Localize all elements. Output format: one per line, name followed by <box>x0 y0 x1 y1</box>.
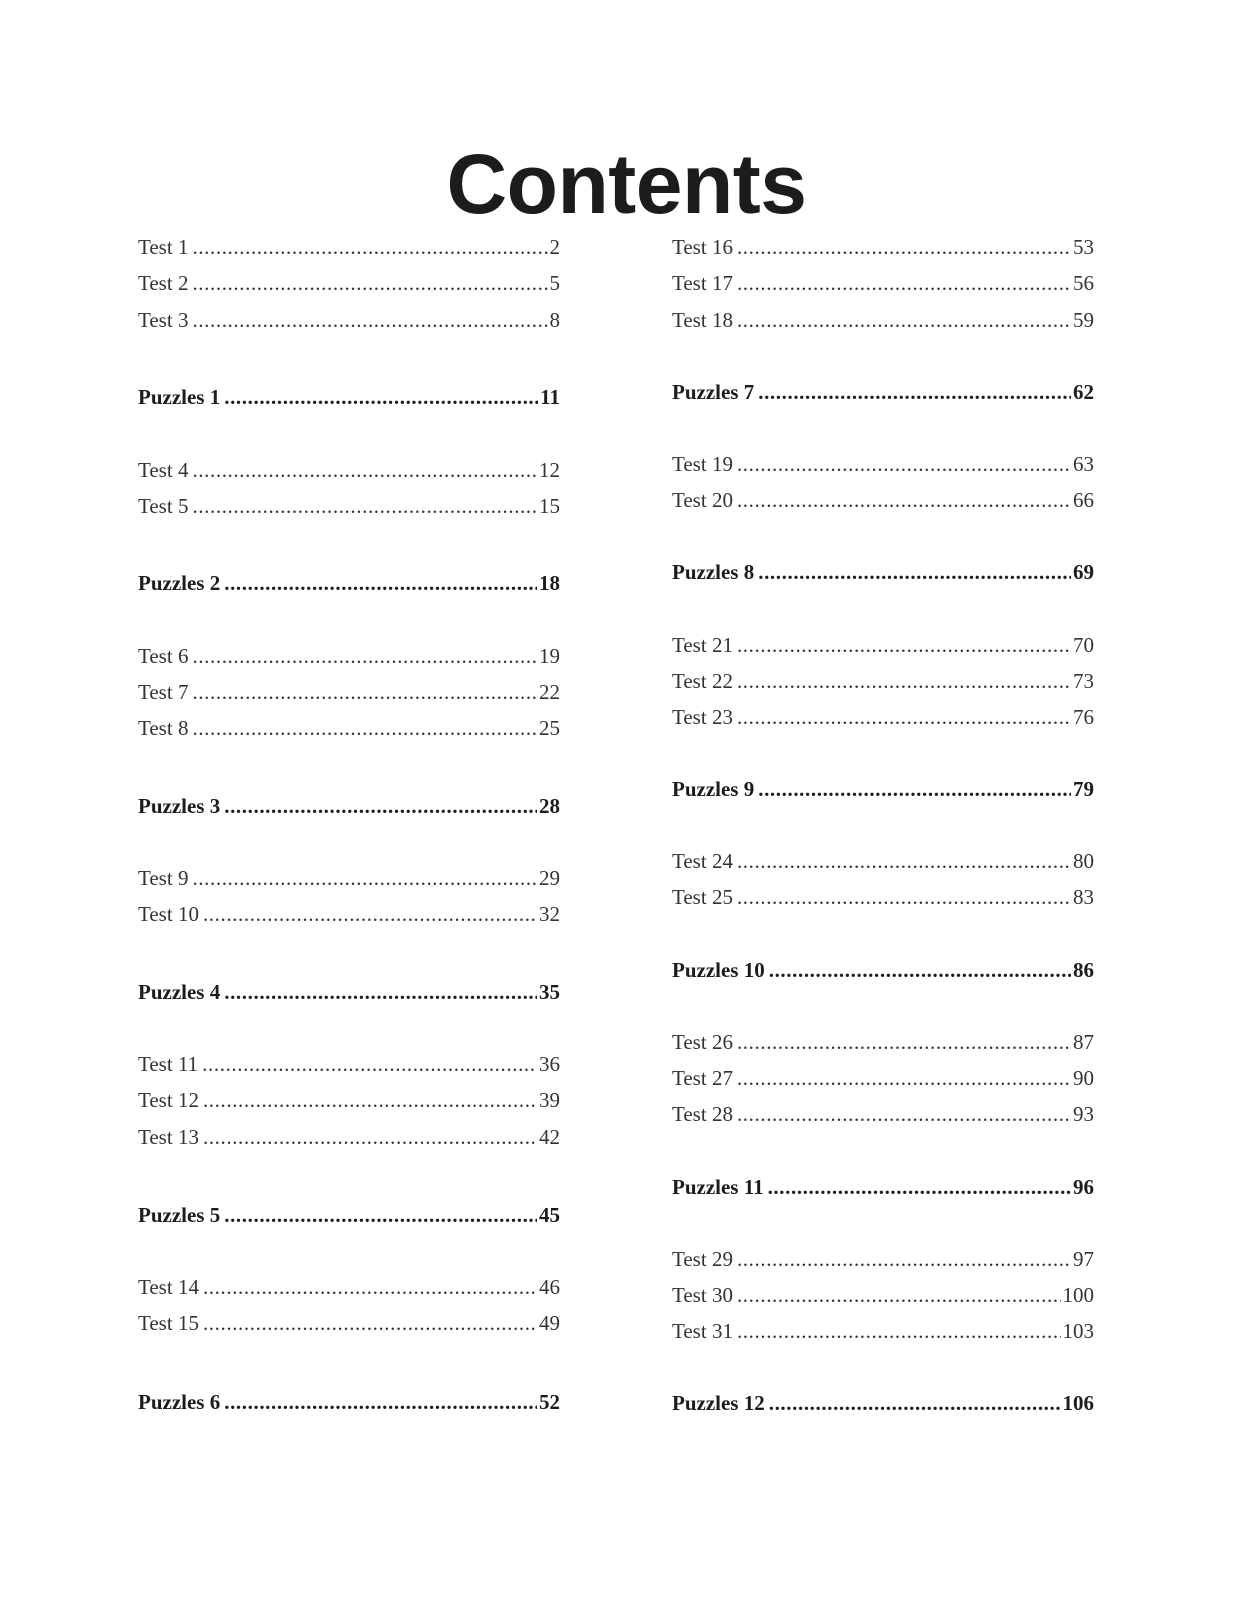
toc-entry-label: Puzzles 11 <box>672 1175 764 1199</box>
toc-entry-page-number: 69 <box>1073 560 1094 584</box>
toc-entry-page-number: 36 <box>539 1052 560 1076</box>
toc-entry-label: Test 21 <box>672 633 733 657</box>
toc-entry-label: Test 28 <box>672 1102 733 1126</box>
toc-entry-test <box>138 455 560 485</box>
toc-entry-page-number: 32 <box>539 902 560 926</box>
toc-entry-page-number: 103 <box>1062 1319 1094 1343</box>
toc-leader-dots <box>192 455 537 485</box>
toc-entry-test <box>138 1308 560 1338</box>
toc-entry-test <box>672 1316 1094 1346</box>
toc-entry-test <box>138 713 560 743</box>
toc-entry-page-number: 5 <box>549 271 560 295</box>
toc-leader-dots <box>737 1316 1061 1346</box>
toc-entry-page-number: 76 <box>1073 705 1094 729</box>
toc-entry-label: Puzzles 1 <box>138 385 221 409</box>
toc-entry-test <box>138 863 560 893</box>
toc-entry-test <box>138 491 560 521</box>
toc-entry-test <box>138 1272 560 1302</box>
toc-entry-puzzles <box>138 568 560 598</box>
toc-leader-dots <box>737 1027 1071 1057</box>
toc-leader-dots <box>737 305 1071 335</box>
toc-entry-page-number: 49 <box>539 1311 560 1335</box>
toc-entry-page-number: 97 <box>1073 1247 1094 1271</box>
toc-entry-page-number: 52 <box>539 1390 560 1414</box>
toc-entry-page-number: 106 <box>1062 1391 1094 1415</box>
toc-leader-dots <box>224 977 537 1007</box>
toc-entry-label: Puzzles 5 <box>138 1203 221 1227</box>
toc-leader-dots <box>737 702 1071 732</box>
toc-entry-label: Test 27 <box>672 1066 733 1090</box>
toc-entry-label: Test 31 <box>672 1319 733 1343</box>
toc-entry-test <box>672 268 1094 298</box>
toc-entry-test <box>672 1027 1094 1057</box>
toc-entry-label: Test 24 <box>672 849 733 873</box>
toc-entry-label: Test 12 <box>138 1088 199 1112</box>
toc-entry-page-number: 42 <box>539 1125 560 1149</box>
toc-leader-dots <box>203 899 537 929</box>
toc-entry-label: Test 16 <box>672 235 733 259</box>
toc-entry-test <box>672 1063 1094 1093</box>
toc-entry-page-number: 46 <box>539 1275 560 1299</box>
toc-entry-label: Test 17 <box>672 271 733 295</box>
toc-entry-puzzles <box>672 557 1094 587</box>
toc-leader-dots <box>758 774 1071 804</box>
toc-leader-dots <box>737 1244 1071 1274</box>
toc-entry-page-number: 70 <box>1073 633 1094 657</box>
toc-leader-dots <box>192 713 537 743</box>
toc-entry-page-number: 25 <box>539 716 560 740</box>
toc-leader-dots <box>224 1200 537 1230</box>
toc-entry-test <box>138 899 560 929</box>
toc-leader-dots <box>202 1049 537 1079</box>
toc-entry-page-number: 18 <box>539 571 560 595</box>
toc-entry-label: Test 26 <box>672 1030 733 1054</box>
toc-entry-test <box>672 846 1094 876</box>
toc-entry-test <box>138 1122 560 1152</box>
toc-leader-dots <box>192 641 537 671</box>
toc-entry-label: Test 9 <box>138 866 189 890</box>
toc-leader-dots <box>737 630 1071 660</box>
toc-entry-page-number: 80 <box>1073 849 1094 873</box>
toc-entry-test <box>672 630 1094 660</box>
toc-entry-page-number: 87 <box>1073 1030 1094 1054</box>
toc-entry-label: Test 30 <box>672 1283 733 1307</box>
toc-entry-label: Test 7 <box>138 680 189 704</box>
toc-entry-test <box>138 677 560 707</box>
toc-entry-label: Test 14 <box>138 1275 199 1299</box>
toc-entry-test <box>138 1049 560 1079</box>
toc-entry-page-number: 35 <box>539 980 560 1004</box>
toc-entry-page-number: 22 <box>539 680 560 704</box>
toc-entry-label: Test 29 <box>672 1247 733 1271</box>
toc-entry-puzzles <box>672 774 1094 804</box>
toc-leader-dots <box>224 1387 537 1417</box>
toc-leader-dots <box>192 305 547 335</box>
toc-entry-page-number: 8 <box>549 308 560 332</box>
toc-entry-page-number: 15 <box>539 494 560 518</box>
toc-entry-page-number: 12 <box>539 458 560 482</box>
toc-leader-dots <box>769 1388 1061 1418</box>
toc-leader-dots <box>737 268 1071 298</box>
toc-entry-page-number: 2 <box>549 235 560 259</box>
toc-entry-test <box>138 1085 560 1115</box>
toc-entry-test <box>138 305 560 335</box>
toc-entry-label: Test 25 <box>672 885 733 909</box>
toc-leader-dots <box>737 1099 1071 1129</box>
toc-entry-page-number: 11 <box>540 385 560 409</box>
toc-leader-dots <box>192 677 537 707</box>
toc-entry-puzzles <box>138 382 560 412</box>
toc-entry-page-number: 73 <box>1073 669 1094 693</box>
toc-entry-test <box>138 268 560 298</box>
toc-entry-page-number: 86 <box>1073 958 1094 982</box>
toc-leader-dots <box>737 232 1071 262</box>
toc-leader-dots <box>192 232 547 262</box>
toc-entry-label: Puzzles 9 <box>672 777 755 801</box>
toc-entry-test <box>672 1280 1094 1310</box>
toc-leader-dots <box>737 449 1071 479</box>
toc-entry-label: Puzzles 7 <box>672 380 755 404</box>
toc-entry-puzzles <box>138 1200 560 1230</box>
toc-leader-dots <box>192 863 537 893</box>
toc-entry-puzzles <box>138 791 560 821</box>
toc-entry-page-number: 90 <box>1073 1066 1094 1090</box>
toc-entry-label: Test 23 <box>672 705 733 729</box>
toc-entry-page-number: 45 <box>539 1203 560 1227</box>
toc-entry-page-number: 66 <box>1073 488 1094 512</box>
toc-leader-dots <box>768 1172 1071 1202</box>
toc-entry-label: Test 6 <box>138 644 189 668</box>
toc-entry-page-number: 28 <box>539 794 560 818</box>
toc-entry-test <box>672 305 1094 335</box>
toc-entry-label: Test 8 <box>138 716 189 740</box>
toc-leader-dots <box>758 557 1071 587</box>
toc-leader-dots <box>203 1308 537 1338</box>
toc-entry-label: Puzzles 8 <box>672 560 755 584</box>
toc-entry-page-number: 63 <box>1073 452 1094 476</box>
toc-entry-page-number: 79 <box>1073 777 1094 801</box>
toc-entry-label: Test 22 <box>672 669 733 693</box>
toc-leader-dots <box>203 1085 537 1115</box>
toc-entry-label: Puzzles 3 <box>138 794 221 818</box>
toc-leader-dots <box>203 1272 537 1302</box>
toc-leader-dots <box>737 666 1071 696</box>
toc-entry-puzzles <box>672 955 1094 985</box>
toc-entry-label: Test 3 <box>138 308 189 332</box>
toc-leader-dots <box>737 882 1071 912</box>
toc-entry-puzzles <box>672 1172 1094 1202</box>
toc-entry-page-number: 96 <box>1073 1175 1094 1199</box>
toc-entry-label: Test 1 <box>138 235 189 259</box>
toc-entry-page-number: 39 <box>539 1088 560 1112</box>
toc-entry-label: Test 19 <box>672 452 733 476</box>
toc-entry-page-number: 53 <box>1073 235 1094 259</box>
toc-entry-label: Test 10 <box>138 902 199 926</box>
toc-entry-label: Puzzles 6 <box>138 1390 221 1414</box>
toc-leader-dots <box>224 568 537 598</box>
toc-entry-label: Test 20 <box>672 488 733 512</box>
toc-entry-label: Test 5 <box>138 494 189 518</box>
toc-leader-dots <box>224 791 537 821</box>
toc-entry-test <box>672 666 1094 696</box>
toc-entry-label: Test 15 <box>138 1311 199 1335</box>
toc-entry-test <box>138 641 560 671</box>
toc-entry-page-number: 100 <box>1062 1283 1094 1307</box>
toc-entry-puzzles <box>138 977 560 1007</box>
toc-entry-puzzles <box>672 1388 1094 1418</box>
toc-entry-test <box>672 1099 1094 1129</box>
toc-entry-page-number: 62 <box>1073 380 1094 404</box>
toc-leader-dots <box>737 485 1071 515</box>
toc-entry-test <box>138 232 560 262</box>
toc-entry-page-number: 19 <box>539 644 560 668</box>
toc-leader-dots <box>192 268 547 298</box>
toc-leader-dots <box>737 1280 1061 1310</box>
toc-entry-test <box>672 702 1094 732</box>
toc-entry-label: Test 18 <box>672 308 733 332</box>
toc-entry-page-number: 93 <box>1073 1102 1094 1126</box>
toc-entry-label: Puzzles 4 <box>138 980 221 1004</box>
toc-leader-dots <box>769 955 1071 985</box>
toc-entry-label: Test 11 <box>138 1052 199 1076</box>
toc-entry-puzzles <box>672 377 1094 407</box>
toc-entry-label: Test 4 <box>138 458 189 482</box>
toc-entry-test <box>672 232 1094 262</box>
toc-entry-test <box>672 485 1094 515</box>
toc-entry-test <box>672 1244 1094 1274</box>
toc-leader-dots <box>192 491 537 521</box>
toc-entry-page-number: 29 <box>539 866 560 890</box>
toc-entry-page-number: 59 <box>1073 308 1094 332</box>
toc-leader-dots <box>203 1122 537 1152</box>
toc-leader-dots <box>224 382 538 412</box>
toc-entry-test <box>672 882 1094 912</box>
toc-leader-dots <box>758 377 1071 407</box>
page-title: Contents <box>446 137 807 232</box>
toc-entry-label: Test 13 <box>138 1125 199 1149</box>
toc-entry-page-number: 56 <box>1073 271 1094 295</box>
toc-entry-label: Test 2 <box>138 271 189 295</box>
toc-entry-puzzles <box>138 1387 560 1417</box>
toc-entry-label: Puzzles 12 <box>672 1391 765 1415</box>
toc-entry-label: Puzzles 10 <box>672 958 765 982</box>
toc-entry-label: Puzzles 2 <box>138 571 221 595</box>
toc-leader-dots <box>737 1063 1071 1093</box>
toc-leader-dots <box>737 846 1071 876</box>
toc-entry-test <box>672 449 1094 479</box>
toc-entry-page-number: 83 <box>1073 885 1094 909</box>
